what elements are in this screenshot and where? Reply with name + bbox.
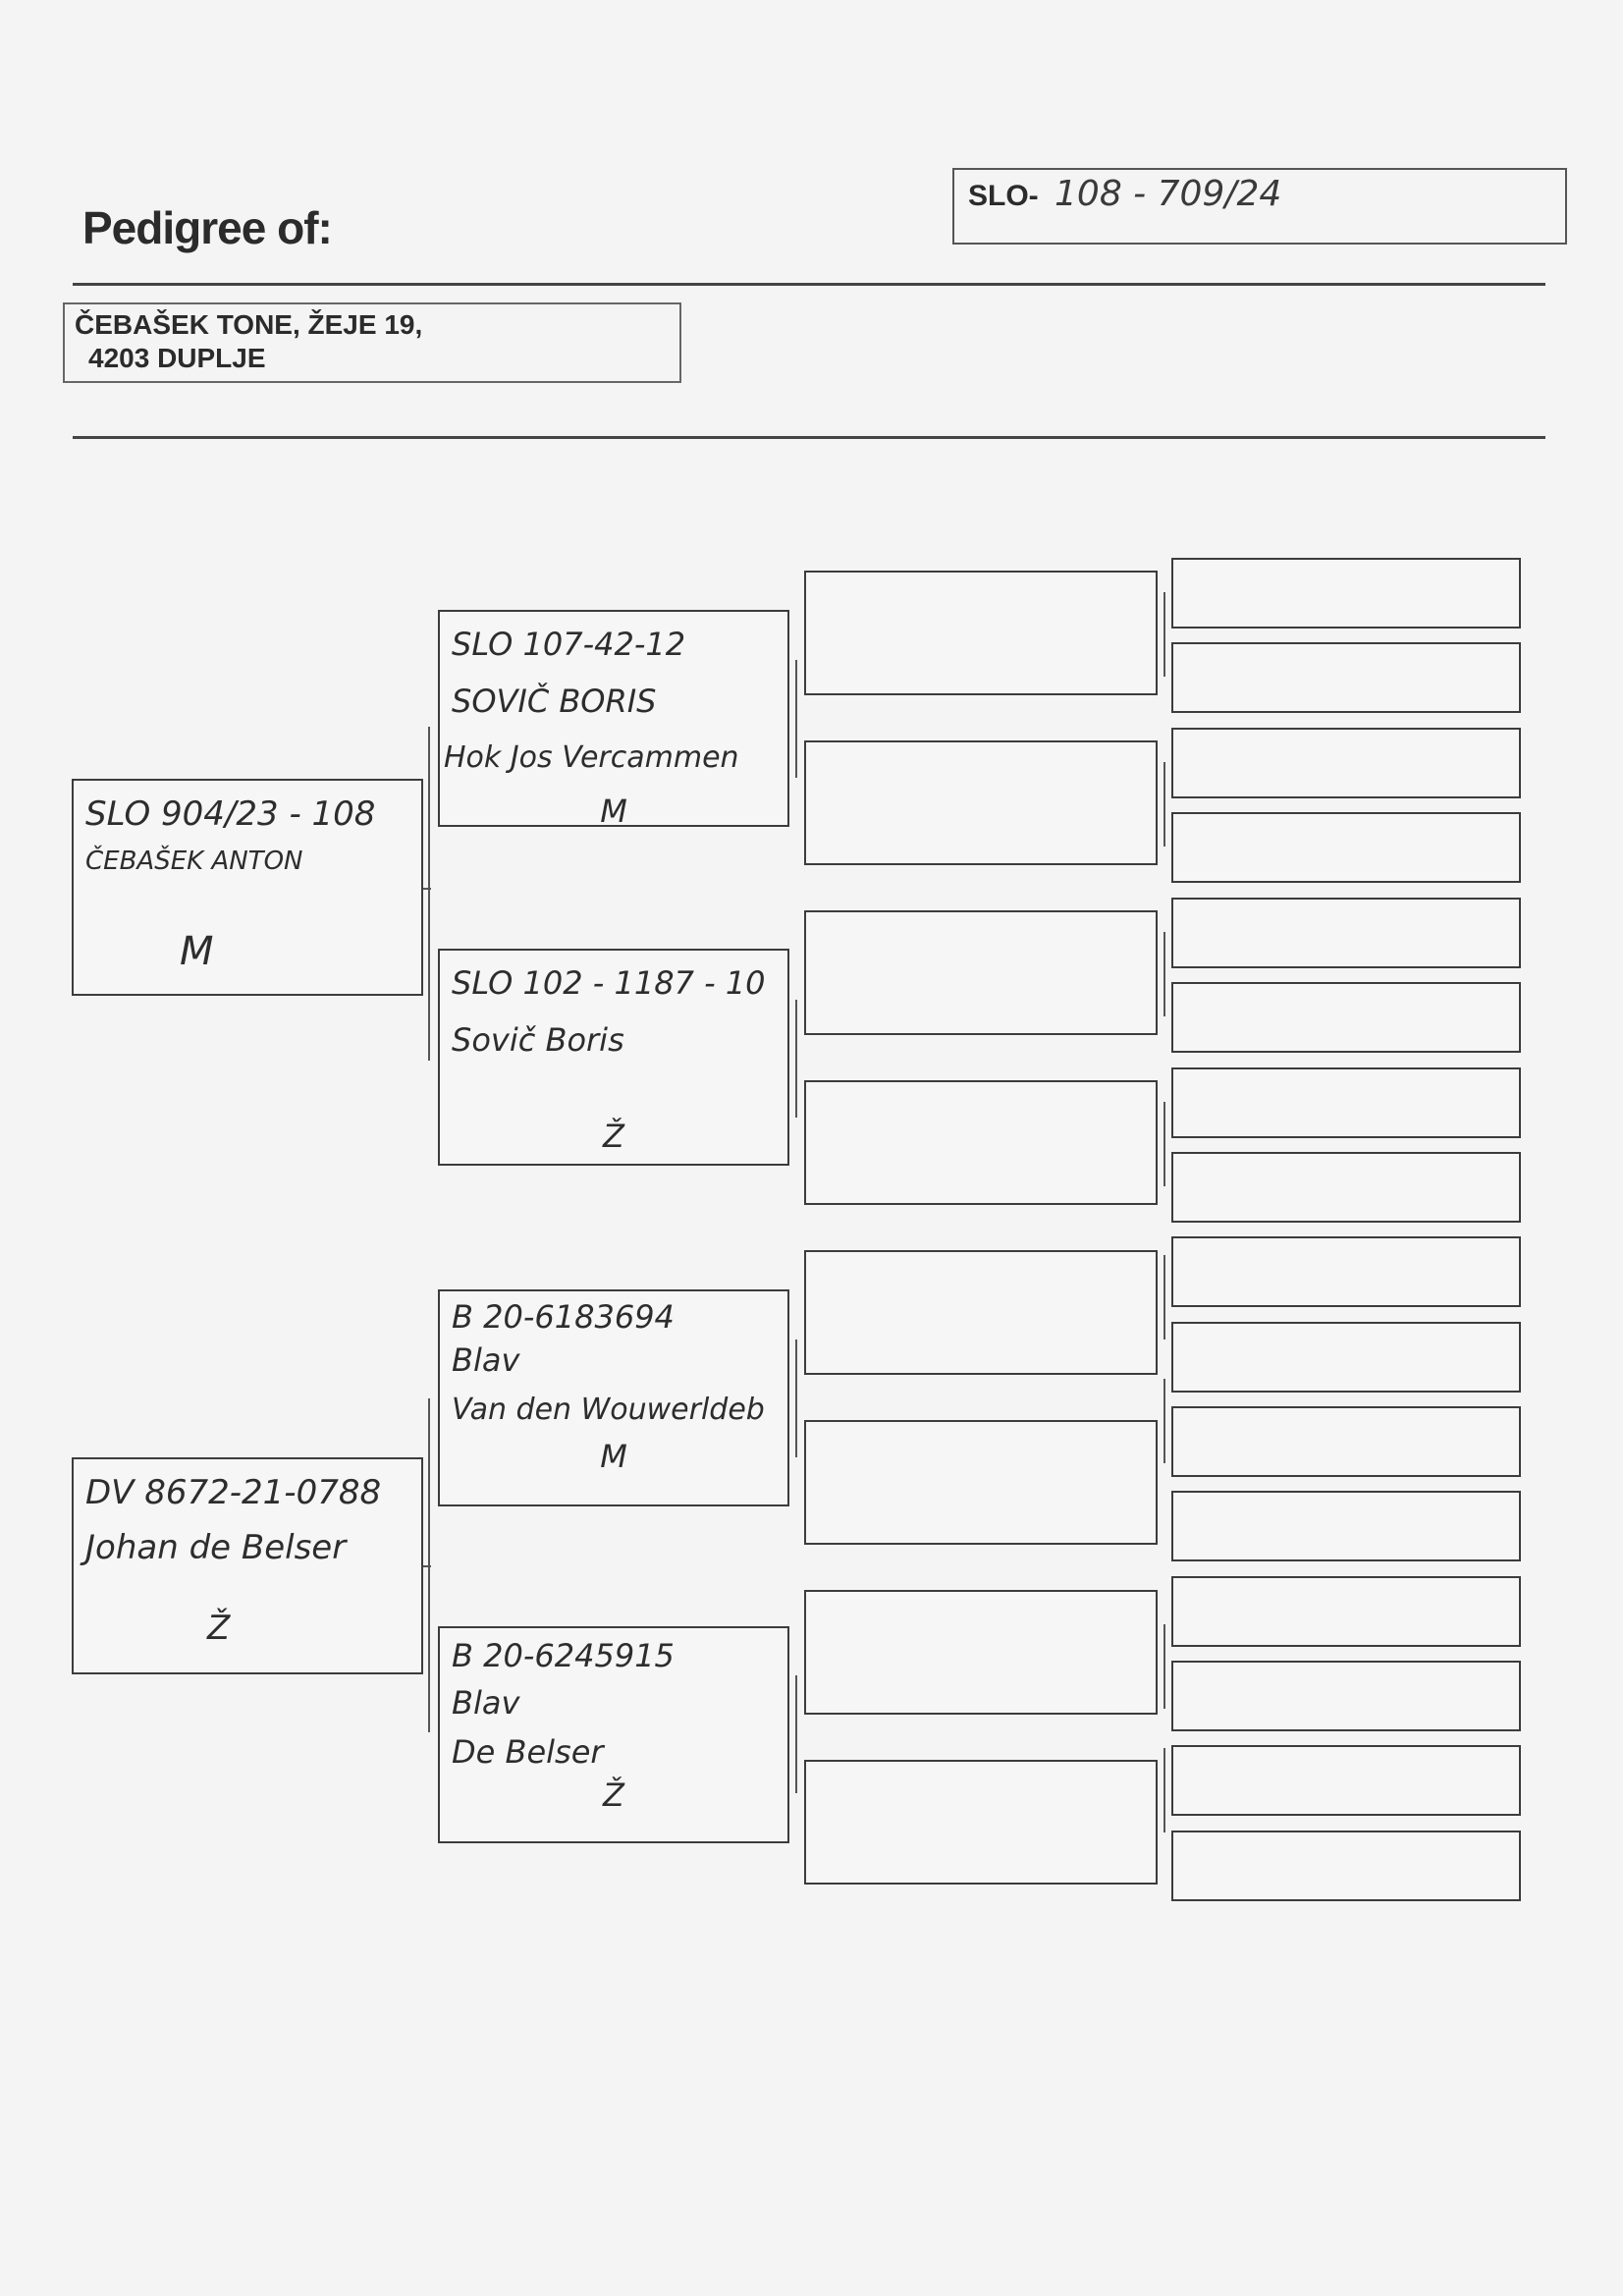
page-title: Pedigree of: — [82, 202, 332, 253]
connector-g2-2 — [795, 1000, 797, 1118]
dam-sire-ring: B 20-6183694 — [452, 1298, 675, 1336]
dam-dam-sex: Ž — [603, 1777, 624, 1814]
dam-box[interactable] — [72, 1457, 423, 1674]
divider-bottom — [73, 436, 1545, 439]
great-grandparent-box-3[interactable] — [804, 910, 1158, 1035]
connector-g3-7 — [1163, 1624, 1165, 1709]
connector-g3-1 — [1163, 592, 1165, 677]
sire-sire-box[interactable] — [438, 610, 789, 830]
sire-dam-ring: SLO 102 - 1187 - 10 — [452, 964, 766, 1002]
dam-sex: Ž — [207, 1609, 231, 1648]
gg-grandparent-box-16[interactable] — [1171, 1831, 1521, 1901]
divider-top — [73, 283, 1545, 286]
connector-g3-5 — [1163, 1255, 1165, 1339]
owner-box — [63, 302, 681, 383]
great-grandparent-box-5[interactable] — [804, 1250, 1158, 1375]
dam-name: Johan de Belser — [85, 1528, 347, 1567]
gg-grandparent-box-2[interactable] — [1171, 642, 1521, 713]
gg-grandparent-box-10[interactable] — [1171, 1322, 1521, 1393]
dam-dam-breeder: De Belser — [452, 1733, 604, 1771]
ring-number-field[interactable] — [952, 168, 1567, 245]
connector-g3-8 — [1163, 1748, 1165, 1832]
gg-grandparent-box-12[interactable] — [1171, 1491, 1521, 1561]
sire-dam-sex: Ž — [603, 1118, 624, 1155]
connector-dam-h — [423, 1565, 431, 1567]
dam-dam-color: Blav — [452, 1684, 520, 1722]
gg-grandparent-box-1[interactable] — [1171, 558, 1521, 629]
great-grandparent-box-8[interactable] — [804, 1760, 1158, 1885]
dam-ring: DV 8672-21-0788 — [85, 1473, 382, 1512]
connector-g3-3 — [1163, 932, 1165, 1016]
ring-prefix: SLO- — [968, 180, 1039, 212]
gg-grandparent-box-8[interactable] — [1171, 1152, 1521, 1223]
dam-sire-breeder: Van den Wouwerldeb — [452, 1393, 765, 1427]
ring-handwritten: 108 - 709/24 — [1055, 174, 1282, 214]
sire-ring: SLO 904/23 - 108 — [85, 794, 376, 834]
sire-sire-breeder: Hok Jos Vercammen — [444, 740, 739, 775]
dam-dam-box[interactable] — [438, 1626, 789, 1843]
sire-sire-ring: SLO 107-42-12 — [452, 626, 686, 663]
gg-grandparent-box-13[interactable] — [1171, 1576, 1521, 1647]
dam-dam-ring: B 20-6245915 — [452, 1637, 675, 1674]
great-grandparent-box-2[interactable] — [804, 740, 1158, 865]
great-grandparent-box-1[interactable] — [804, 571, 1158, 695]
gg-grandparent-box-7[interactable] — [1171, 1067, 1521, 1138]
gg-grandparent-box-15[interactable] — [1171, 1745, 1521, 1816]
dam-sire-box[interactable] — [438, 1289, 789, 1506]
sire-dam-box[interactable] — [438, 949, 789, 1166]
sire-dam-name: Sovič Boris — [452, 1021, 624, 1059]
great-grandparent-box-4[interactable] — [804, 1080, 1158, 1205]
gg-grandparent-box-4[interactable] — [1171, 812, 1521, 883]
gg-grandparent-box-5[interactable] — [1171, 898, 1521, 968]
sire-sire-sex: M — [600, 793, 627, 830]
sire-sex: M — [180, 929, 214, 974]
connector-g2-3 — [795, 1339, 797, 1457]
gg-grandparent-box-14[interactable] — [1171, 1661, 1521, 1731]
dam-sire-color: Blav — [452, 1341, 520, 1379]
gg-grandparent-box-3[interactable] — [1171, 728, 1521, 798]
gg-grandparent-box-6[interactable] — [1171, 982, 1521, 1053]
gg-grandparent-box-9[interactable] — [1171, 1236, 1521, 1307]
owner-line1: ČEBAŠEK TONE, ŽEJE 19, — [75, 309, 423, 340]
owner-line2: 4203 DUPLJE — [88, 343, 266, 373]
dam-sire-sex: M — [600, 1438, 627, 1475]
great-grandparent-box-7[interactable] — [804, 1590, 1158, 1715]
connector-sire-h — [423, 888, 431, 890]
sire-sire-name: SOVIČ BORIS — [452, 683, 657, 720]
connector-g2-4 — [795, 1675, 797, 1793]
connector-g3-2 — [1163, 762, 1165, 847]
connector-g3-6 — [1163, 1379, 1165, 1463]
sire-name: ČEBAŠEK ANTON — [85, 847, 303, 876]
great-grandparent-box-6[interactable] — [804, 1420, 1158, 1545]
sire-box[interactable] — [72, 779, 423, 996]
connector-sire — [428, 727, 430, 1061]
connector-g2-1 — [795, 660, 797, 778]
connector-g3-4 — [1163, 1102, 1165, 1186]
gg-grandparent-box-11[interactable] — [1171, 1406, 1521, 1477]
